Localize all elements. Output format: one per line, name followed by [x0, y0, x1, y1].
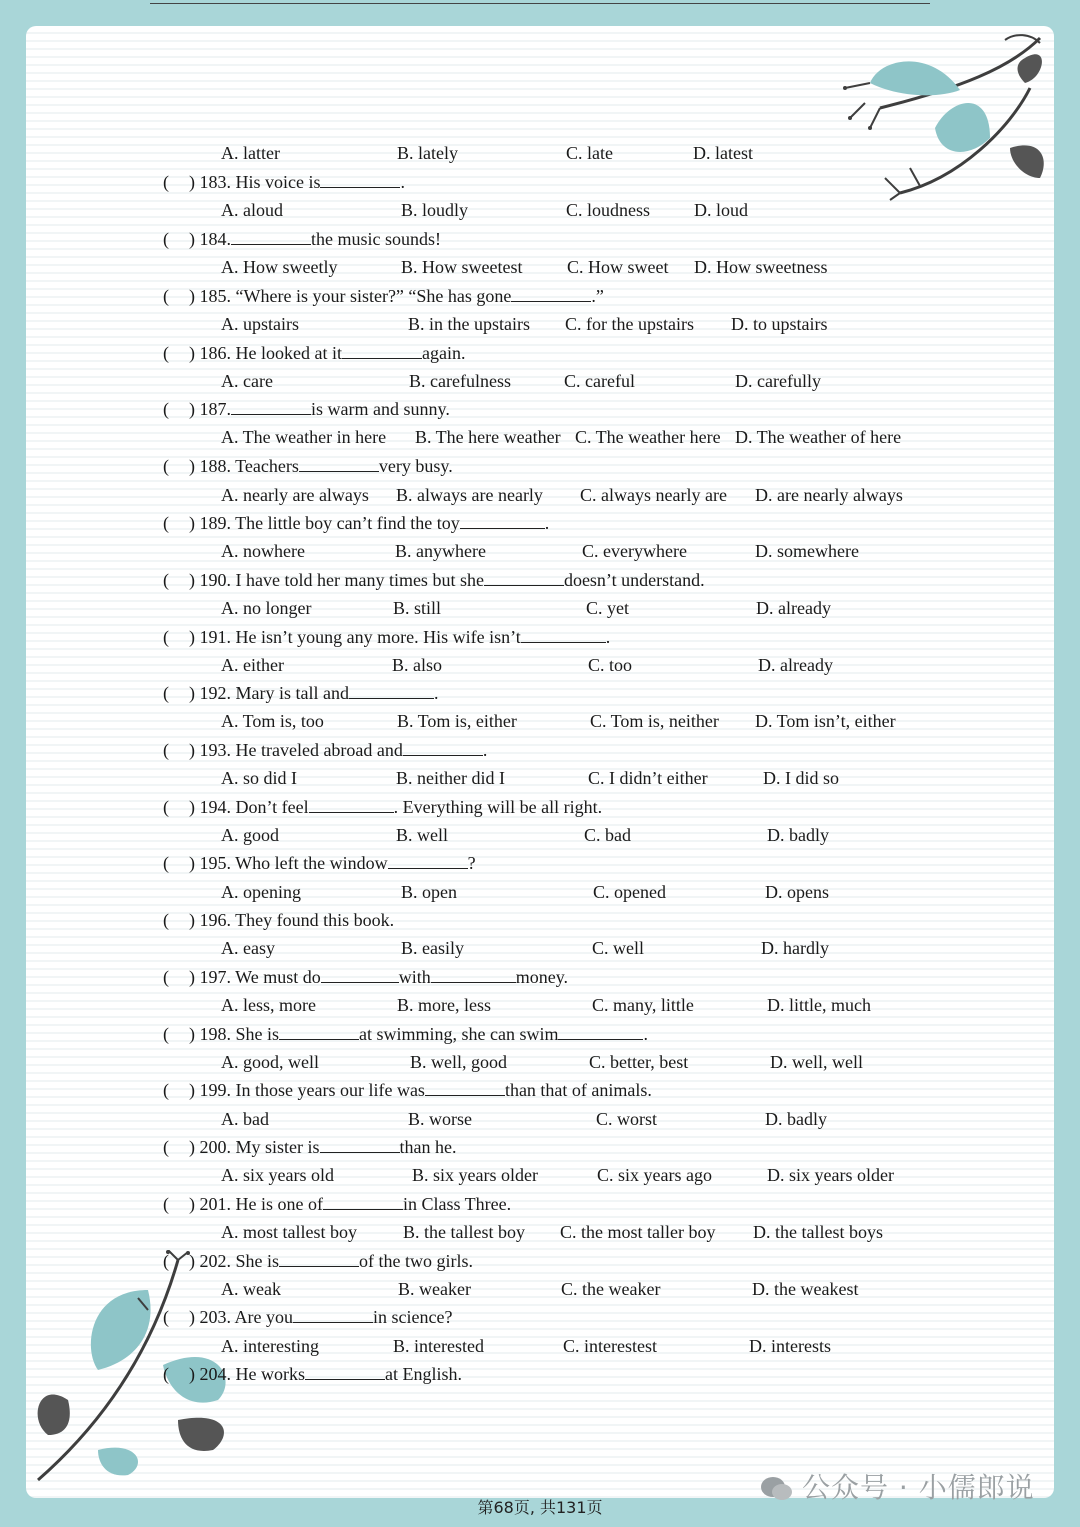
answer-bracket: ( — [163, 797, 169, 817]
answer-option: C. worst — [596, 1109, 658, 1129]
answer-bracket: ( — [163, 1080, 169, 1100]
answer-option: C. loudness — [566, 200, 651, 220]
answer-option: C. for the upstairs — [565, 314, 694, 334]
question-text-segment: ) 200. My sister is — [189, 1137, 320, 1157]
answer-option: C. bad — [584, 825, 631, 845]
question-text — [189, 342, 465, 364]
fill-in-blank — [521, 626, 606, 643]
answer-option: D. I did so — [763, 768, 839, 788]
fill-in-blank — [279, 1250, 359, 1267]
answer-option: D. badly — [765, 1109, 827, 1129]
answer-option: D. interests — [749, 1336, 831, 1356]
answer-option: C. late — [566, 143, 613, 163]
question-text — [189, 512, 549, 534]
answer-bracket: ( — [163, 627, 169, 647]
answer-option: B. weaker — [398, 1279, 471, 1299]
answer-bracket: ( — [163, 286, 169, 306]
question-text — [189, 455, 453, 477]
fill-in-blank — [323, 1193, 403, 1210]
question-text-segment: ) 184. — [189, 229, 231, 249]
answer-option: B. still — [393, 598, 442, 618]
question-text-segment: ) 201. He is one of — [189, 1194, 323, 1214]
question-text-segment: again. — [421, 343, 466, 363]
answer-option: B. six years older — [412, 1165, 538, 1185]
answer-bracket: ( — [163, 683, 169, 703]
answer-option: A. six years old — [221, 1165, 334, 1185]
question-text-segment: at swimming, she can swim — [359, 1024, 559, 1044]
answer-option: A. aloud — [221, 200, 283, 220]
fill-in-blank — [320, 171, 400, 188]
answer-option: B. carefulness — [409, 371, 511, 391]
answer-option: D. somewhere — [755, 541, 859, 561]
question-text-segment: ) 187. — [189, 399, 231, 419]
answer-option: B. How sweetest — [401, 257, 523, 277]
answer-option: A. so did I — [221, 768, 297, 788]
fill-in-blank — [558, 1023, 643, 1040]
answer-option: D. to upstairs — [731, 314, 828, 334]
question-text-segment: ) 189. The little boy can’t find the toy — [189, 513, 460, 533]
answer-option: D. six years older — [767, 1165, 894, 1185]
answer-option: D. How sweetness — [694, 257, 828, 277]
answer-option: B. always are nearly — [396, 485, 543, 505]
fill-in-blank — [309, 796, 394, 813]
fill-in-blank — [431, 966, 516, 983]
answer-option: A. less, more — [221, 995, 316, 1015]
fill-in-blank — [403, 739, 483, 756]
answer-option: D. already — [756, 598, 831, 618]
answer-option: D. well, well — [770, 1052, 863, 1072]
question-text-segment: in science? — [372, 1307, 453, 1327]
answer-option: B. anywhere — [395, 541, 486, 561]
answer-option: C. opened — [593, 882, 666, 902]
answer-option: A. The weather in here — [221, 427, 387, 447]
answer-option: A. easy — [221, 938, 275, 958]
question-text — [189, 1306, 452, 1328]
answer-option: A. care — [221, 371, 273, 391]
answer-option: A. good, well — [221, 1052, 319, 1072]
answer-option: B. Tom is, either — [397, 711, 517, 731]
question-text — [189, 682, 438, 704]
question-text-segment: ) 188. Teachers — [189, 456, 299, 476]
answer-option: C. too — [588, 655, 633, 675]
question-text-segment: ) 198. She is — [189, 1024, 279, 1044]
answer-option: D. Tom isn’t, either — [755, 711, 896, 731]
question-text-segment: . — [643, 1024, 648, 1044]
fill-in-blank — [299, 455, 379, 472]
answer-bracket: ( — [163, 1251, 169, 1271]
question-text-segment: . — [544, 513, 550, 533]
answer-bracket: ( — [163, 1137, 169, 1157]
page-number-footer: 第68页, 共131页 — [477, 1498, 603, 1517]
answer-option: D. the weakest — [752, 1279, 859, 1299]
question-text-segment: ) 202. She is — [189, 1251, 279, 1271]
question-text — [189, 1079, 652, 1101]
answer-option: C. interestest — [563, 1336, 657, 1356]
answer-option: A. How sweetly — [221, 257, 338, 277]
answer-option: D. latest — [693, 143, 753, 163]
answer-bracket: ( — [163, 1194, 169, 1214]
leaf-decoration-top-right — [840, 28, 1055, 203]
answer-option: A. good — [221, 825, 279, 845]
answer-option: A. Tom is, too — [221, 711, 324, 731]
answer-bracket: ( — [163, 1364, 169, 1384]
question-text-segment: . Everything will be all right. — [393, 797, 603, 817]
answer-option: D. hardly — [761, 938, 829, 958]
question-text-segment: than that of animals. — [504, 1080, 652, 1100]
question-text-segment: . — [482, 740, 488, 760]
answer-option: D. little, much — [767, 995, 871, 1015]
answer-option: C. How sweet — [567, 257, 669, 277]
question-text-segment: . — [400, 172, 405, 192]
fill-in-blank — [231, 398, 311, 415]
answer-option: D. already — [758, 655, 833, 675]
question-text-segment: doesn’t understand. — [563, 570, 705, 590]
question-text-segment: ) 191. He isn’t young any more. His wife isn’t — [189, 627, 521, 647]
question-text-segment: at English. — [384, 1364, 462, 1384]
question-text-segment: with — [398, 967, 431, 987]
answer-option: C. everywhere — [582, 541, 687, 561]
answer-option: D. The weather of here — [735, 427, 902, 447]
answer-bracket: ( — [163, 456, 169, 476]
answer-option: B. easily — [401, 938, 464, 958]
question-text-segment: very busy. — [378, 456, 453, 476]
answer-option: B. the tallest boy — [403, 1222, 525, 1242]
question-text — [189, 398, 450, 420]
question-text — [189, 1363, 462, 1385]
question-text-segment: of the two girls. — [359, 1251, 473, 1271]
answer-bracket: ( — [163, 172, 169, 192]
question-text — [189, 228, 441, 250]
answer-option: A. bad — [221, 1109, 269, 1129]
question-text — [189, 1136, 456, 1158]
answer-option: C. careful — [564, 371, 635, 391]
answer-option: B. open — [401, 882, 457, 902]
answer-option: C. always nearly are — [580, 485, 727, 505]
answer-bracket: ( — [163, 1024, 169, 1044]
fill-in-blank — [425, 1079, 505, 1096]
question-text-segment: . — [433, 683, 439, 703]
answer-bracket: ( — [163, 740, 169, 760]
fill-in-blank — [279, 1023, 359, 1040]
question-text-segment: . — [605, 627, 611, 647]
answer-option: A. no longer — [221, 598, 312, 618]
answer-option: B. interested — [393, 1336, 484, 1356]
question-text-segment: ) 195. Who left the window — [189, 853, 388, 873]
question-text-segment: ) 197. We must do — [189, 967, 321, 987]
answer-option: B. worse — [408, 1109, 472, 1129]
question-text — [189, 569, 705, 591]
fill-in-blank — [305, 1363, 385, 1380]
question-text-segment: .” — [591, 286, 604, 306]
answer-option: C. the weaker — [561, 1279, 661, 1299]
answer-option: D. are nearly always — [755, 485, 903, 505]
question-text-segment: than he. — [399, 1137, 457, 1157]
answer-bracket: ( — [163, 513, 169, 533]
question-text-segment: the music sounds! — [311, 229, 441, 249]
fill-in-blank — [231, 228, 311, 245]
question-text — [189, 966, 568, 988]
question-text-segment: ) 204. He works — [189, 1364, 305, 1384]
answer-option: D. badly — [767, 825, 829, 845]
question-text-segment: ) 192. Mary is tall and — [189, 683, 349, 703]
question-text-segment: ) 194. Don’t feel — [189, 797, 309, 817]
answer-option: C. better, best — [589, 1052, 689, 1072]
answer-option: D. loud — [694, 200, 748, 220]
question-text-segment: ) 186. He looked at it — [189, 343, 342, 363]
answer-option: C. I didn’t either — [588, 768, 708, 788]
question-text-segment: ? — [467, 853, 476, 873]
answer-option: A. nearly are always — [221, 485, 369, 505]
answer-option: B. in the upstairs — [408, 314, 530, 334]
answer-option: B. The here weather — [415, 427, 561, 447]
question-text — [189, 171, 405, 193]
answer-bracket: ( — [163, 343, 169, 363]
question-text-segment: ) 199. In those years our life was — [189, 1080, 425, 1100]
question-text-segment: in Class Three. — [402, 1194, 512, 1214]
question-text — [189, 626, 610, 648]
answer-bracket: ( — [163, 399, 169, 419]
answer-option: C. Tom is, neither — [590, 711, 719, 731]
question-text — [189, 1193, 511, 1215]
answer-option: A. latter — [221, 143, 280, 163]
answer-option: B. also — [392, 655, 443, 675]
answer-option: D. carefully — [735, 371, 821, 391]
answer-option: D. the tallest boys — [753, 1222, 883, 1242]
question-text-segment: is warm and sunny. — [311, 399, 450, 419]
answer-option: B. well, good — [410, 1052, 507, 1072]
question-text — [189, 1023, 648, 1045]
answer-option: C. the most taller boy — [560, 1222, 716, 1242]
answer-option: A. interesting — [221, 1336, 319, 1356]
fill-in-blank — [342, 342, 422, 359]
answer-option: B. neither did I — [396, 768, 505, 788]
answer-option: C. yet — [586, 598, 629, 618]
watermark-text: 公众号 · 小儒郎说 — [802, 1471, 1035, 1504]
question-text-segment: money. — [515, 967, 569, 987]
fill-in-blank — [320, 1136, 400, 1153]
answer-option: A. opening — [221, 882, 301, 902]
fill-in-blank — [484, 569, 564, 586]
question-text-segment: ) 193. He traveled abroad and — [189, 740, 403, 760]
answer-bracket: ( — [163, 853, 169, 873]
answer-option: A. either — [221, 655, 284, 675]
answer-option: B. more, less — [397, 995, 491, 1015]
answer-option: D. opens — [765, 882, 829, 902]
question-text — [189, 909, 394, 931]
fill-in-blank — [460, 512, 545, 529]
answer-option: C. well — [592, 938, 644, 958]
fill-in-blank — [388, 852, 468, 869]
top-rule — [150, 3, 930, 4]
answer-bracket: ( — [163, 910, 169, 930]
answer-option: B. lately — [397, 143, 458, 163]
answer-option: A. upstairs — [221, 314, 299, 334]
question-text-segment: ) 190. I have told her many times but she — [189, 570, 484, 590]
question-text-segment: ) 183. His voice is — [189, 172, 321, 192]
answer-bracket: ( — [163, 229, 169, 249]
answer-option: A. weak — [221, 1279, 281, 1299]
question-text — [189, 739, 487, 761]
answer-option: C. six years ago — [597, 1165, 712, 1185]
fill-in-blank — [349, 682, 434, 699]
answer-option: B. well — [396, 825, 448, 845]
question-text-segment: ) 185. “Where is your sister?” “She has gone — [189, 286, 512, 306]
question-text-segment: ) 196. They found this book. — [189, 910, 395, 930]
answer-option: A. nowhere — [221, 541, 305, 561]
question-text — [189, 1250, 473, 1272]
fill-in-blank — [293, 1306, 373, 1323]
question-text — [189, 285, 604, 307]
answer-option: B. loudly — [401, 200, 469, 220]
question-text — [189, 796, 602, 818]
answer-option: C. many, little — [592, 995, 694, 1015]
fill-in-blank — [321, 966, 399, 983]
answer-option: A. most tallest boy — [221, 1222, 357, 1242]
question-text — [189, 852, 476, 874]
fill-in-blank — [511, 285, 591, 302]
answer-bracket: ( — [163, 1307, 169, 1327]
answer-bracket: ( — [163, 967, 169, 987]
answer-bracket: ( — [163, 570, 169, 590]
question-text-segment: ) 203. Are you — [189, 1307, 293, 1327]
answer-option: C. The weather here — [575, 427, 721, 447]
